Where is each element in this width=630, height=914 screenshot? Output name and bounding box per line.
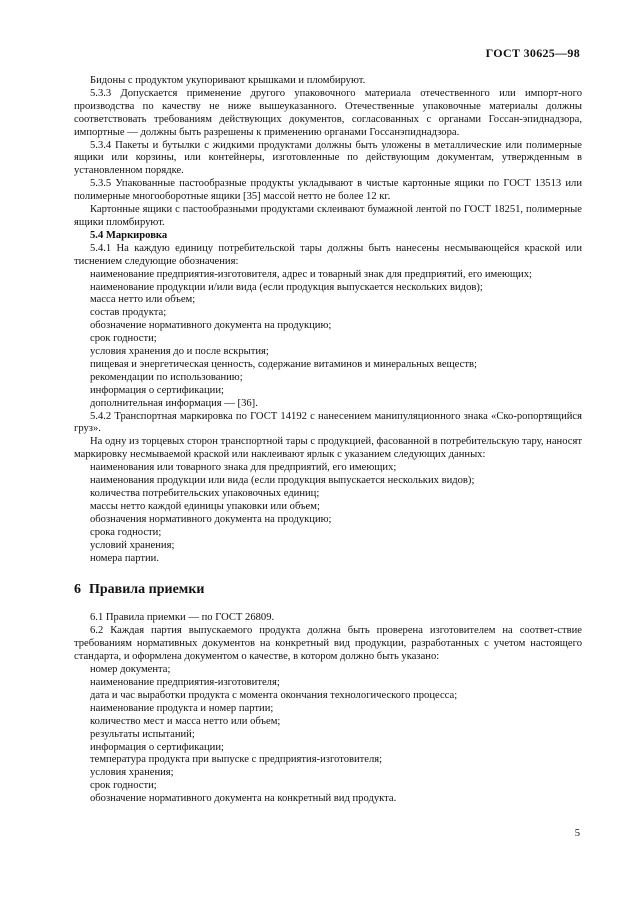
list-item: срок годности; [90,780,157,792]
list-item: условия хранения; [90,767,174,779]
section-title-text: Правила приемки [89,582,205,598]
list-item: обозначение нормативного документа на конкретный вид продукта. [90,793,397,805]
quality-document-list [74,664,582,806]
list-item: номера партии. [90,552,159,564]
list-item: наименование предприятия-изготовителя; [90,676,280,688]
paragraph-5-3-3: 5.3.3 Допускается применение другого упаковочного материала отечественного или импорт-ного производства по качеству не ниже вышеуказанного. Отечественные упаковочные материалы должны соответствовать требованиям действующих документов, согласованных с органами Госсан-эпиднадзора, импортные — должны быть разрешены к применению органами Госсанэпиднадзора. [74,87,582,138]
paragraph: Бидоны с продуктом укупоривают крышками и пломбируют. [90,75,366,86]
list-item: количество мест и масса нетто или объем; [90,715,281,727]
marking-list [74,269,582,411]
list-item: наименования продукции или вида (если продукция выпускается нескольких видов); [90,475,475,487]
list-item: срок годности; [90,333,157,345]
paragraph-5-3-5: 5.3.5 Упакованные пастообразные продукты укладывают в чистые картонные ящики по ГОСТ 13513 или полимерные многооборотные ящики [35] массой нетто не более 12 кг. [74,178,582,203]
list-item: обозначения нормативного документа на продукцию; [90,513,332,525]
list-item: дата и час выработки продукта с момента окончания технологического процесса; [90,689,458,701]
list-item: пищевая и энергетическая ценность, содержание витаминов и минеральных веществ; [90,358,477,370]
list-item: рекомендации по использованию; [90,371,243,383]
list-item: количества потребительских упаковочных единиц; [90,488,320,499]
section-heading-6 [74,582,582,598]
list-item: информация о сертификации; [90,384,224,396]
paragraph-5-3-4: 5.3.4 Пакеты и бутылки с жидкими продуктами должны быть уложены в металлические или полимерные ящики или корзины, или контейнеры, изготовленные по действующим документам, утвержденным в установленном порядке. [74,139,582,177]
list-item: масса нетто или объем; [90,294,196,306]
standard-header: ГОСТ 30625—98 [485,46,580,60]
list-item: срока годности; [90,526,162,538]
subsection-heading-5-4: 5.4 Маркировка [90,229,168,241]
list-item: номер документа; [90,664,171,676]
list-item: условий хранения; [90,539,175,551]
list-item: температура продукта при выпуске с предприятия-изготовителя; [90,754,383,766]
list-item: состав продукта; [90,307,167,319]
list-item: обозначение нормативного документа на продукцию; [90,320,332,332]
paragraph-6-1: 6.1 Правила приемки — по ГОСТ 26809. [90,612,275,624]
list-item: наименования или товарного знака для предприятий, его имеющих; [90,462,397,474]
paragraph: Картонные ящики с пастообразными продуктами склеивают бумажной лентой по ГОСТ 18251, полимерные ящики пломбируют. [74,204,582,228]
list-item: наименование продукции и/или вида (если продукция выпускается нескольких видов); [90,281,483,293]
page-number: 5 [574,828,580,839]
paragraph-5-4-1: 5.4.1 На каждую единицу потребительской тары должны быть нанесены несмывающейся краской или тиснением следующие обозначения: [74,242,582,267]
document-body [74,75,582,806]
list-item: наименование продукта и номер партии; [90,702,274,714]
list-item: условия хранения до и после вскрытия; [90,346,269,358]
list-item: результаты испытаний; [90,728,195,740]
paragraph-5-4-2: 5.4.2 Транспортная маркировка по ГОСТ 14192 с нанесением манипуляционного знака «Ско-ропортящийся груз». [74,410,582,435]
list-item: информация о сертификации; [90,741,224,753]
list-item: дополнительная информация — [36]. [90,397,258,409]
paragraph: На одну из торцевых сторон транспортной тары с продукцией, фасованной в потребительскую тару, наносят маркировку несмываемой краской или наклеивают ярлык с указанием следующих данных: [74,436,582,461]
list-item: наименование предприятия-изготовителя, адрес и товарный знак для предприятий, его имеющих; [90,268,532,280]
paragraph-6-2: 6.2 Каждая партия выпускаемого продукта должна быть проверена изготовителем на соответ-ствие требованиям нормативных документов на конкретный вид продукции, разработанных с учетом настоящего стандарта, и оформлена документом о качестве, в котором должно быть указано: [74,625,582,663]
section-number: 6 [74,582,81,598]
transport-marking-list [74,462,582,565]
list-item: массы нетто каждой единицы упаковки или объем; [90,500,320,512]
